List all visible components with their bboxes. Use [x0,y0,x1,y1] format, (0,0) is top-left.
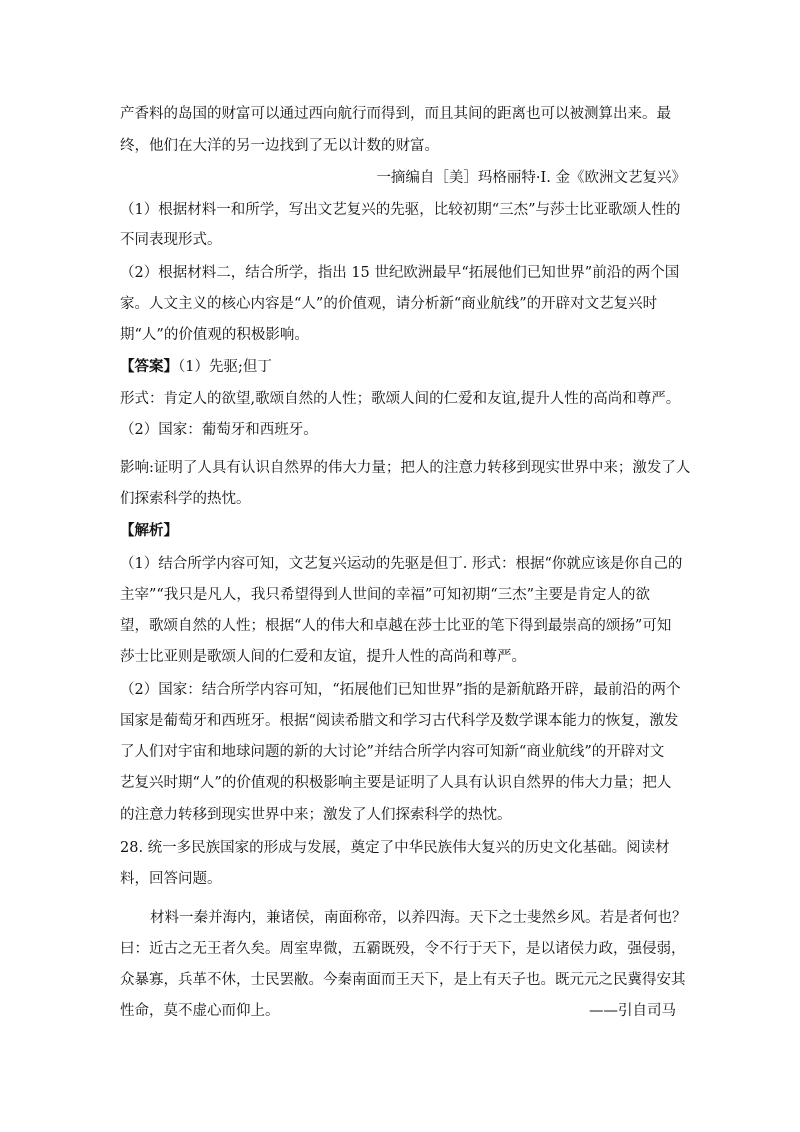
analysis-2-line: 了人们对宇宙和地球问题的新的大讨论”并结合所学内容可知新“商业航线”的开辟对文 [120,744,665,760]
analysis-2-line: 艺复兴时期“人”的价值观的积极影响主要是证明了人具有认识自然界的伟大力量；把人 [120,775,672,791]
material-1-line: 材料一秦并海内，兼诸侯，南面称帝，以养四海。天下之士斐然乡风。若是者何也？ [150,910,687,926]
analysis-2-line: 国家是葡萄牙和西班牙。根据“阅读希腊文和学习古代科学及数学课本能力的恢复，激发 [120,713,679,729]
answer-impact-line: 们探索科学的热忱。 [120,491,251,507]
question-2-line: 家。人文主义的核心内容是“人”的价值观，请分析新“商业航线”的开辟对文艺复兴时 [120,296,658,312]
material-1-line: 众暴寡，兵革不休，士民罢敝。今秦南面而王天下，是上有天子也。既元元之民冀得安其 [120,972,686,988]
answer-form: 形式：肯定人的欲望,歌颂自然的人性；歌颂人间的仁爱和友谊,提升人性的高尚和尊严。 [120,391,681,407]
analysis-2-line: （2）国家：结合所学内容可知，“拓展他们已知世界”指的是新航路开辟，最前沿的两个 [120,682,681,698]
question-1-line: （1）根据材料一和所学，写出文艺复兴的先驱，比较初期“三杰”与莎士比亚歌颂人性的 [120,202,681,218]
answer-1: （1）先驱;但丁 [178,359,272,375]
paragraph-line: 产香料的岛国的财富可以通过西向航行而得到，而且其间的距离也可以被测算出来。最 [120,106,671,122]
question-1-line: 不同表现形式。 [120,232,222,248]
paragraph-line: 终，他们在大洋的另一边找到了无以计数的财富。 [120,138,439,154]
material-1-line: 性命，莫不虚心而仰上。 [120,1003,280,1019]
analysis-1-line: 主宰”“我只是凡人，我只希望得到人世间的幸福”可知初期“三杰”主要是肯定人的欲 [120,587,651,603]
source-citation: 一摘编自［美］玛格丽特·I. 金《欧洲文艺复兴》 [376,170,686,186]
analysis-1-line: 莎士比亚则是歌颂人间的仁爱和友谊，提升人性的高尚和尊严。 [120,649,526,665]
answer-label: 【答案】 [120,358,178,375]
answer-impact-line: 影响:证明了人具有认识自然界的伟大力量；把人的注意力转移到现实世界中来；激发了人 [120,460,691,476]
question-2-line: （2）根据材料二，结合所学，指出 15 世纪欧洲最早“拓展他们已知世界”前沿的两个国 [120,265,680,281]
source-citation: ——引自司马 [589,1003,676,1019]
material-1-last-line [120,1001,676,1021]
question-28-line: 28. 统一多民族国家的形成与发展，奠定了中华民族伟大复兴的历史文化基础。阅读材 [120,840,670,856]
analysis-label: 【解析】 [120,522,178,539]
analysis-1-line: （1）结合所学内容可知，文艺复兴运动的先驱是但丁. 形式：根据“你就应该是你自己的 [120,556,683,572]
analysis-1-line: 望，歌颂自然的人性；根据“人的伟大和卓越在莎士比亚的笔下得到最崇高的颂扬”可知 [120,618,672,634]
question-2-line: 期“人”的价值观的积极影响。 [120,327,309,343]
material-1-line: 曰：近古之无王者久矣。周室卑微，五霸既殁，令不行于天下，是以诸侯力政，强侵弱， [120,941,686,957]
answer-line [120,357,690,377]
answer-2: （2）国家：葡萄牙和西班牙。 [120,422,318,438]
question-28-line: 料，回答问题。 [120,871,222,887]
analysis-2-line: 的注意力转移到现实世界中来；激发了人们探索科学的热忱。 [120,807,512,823]
